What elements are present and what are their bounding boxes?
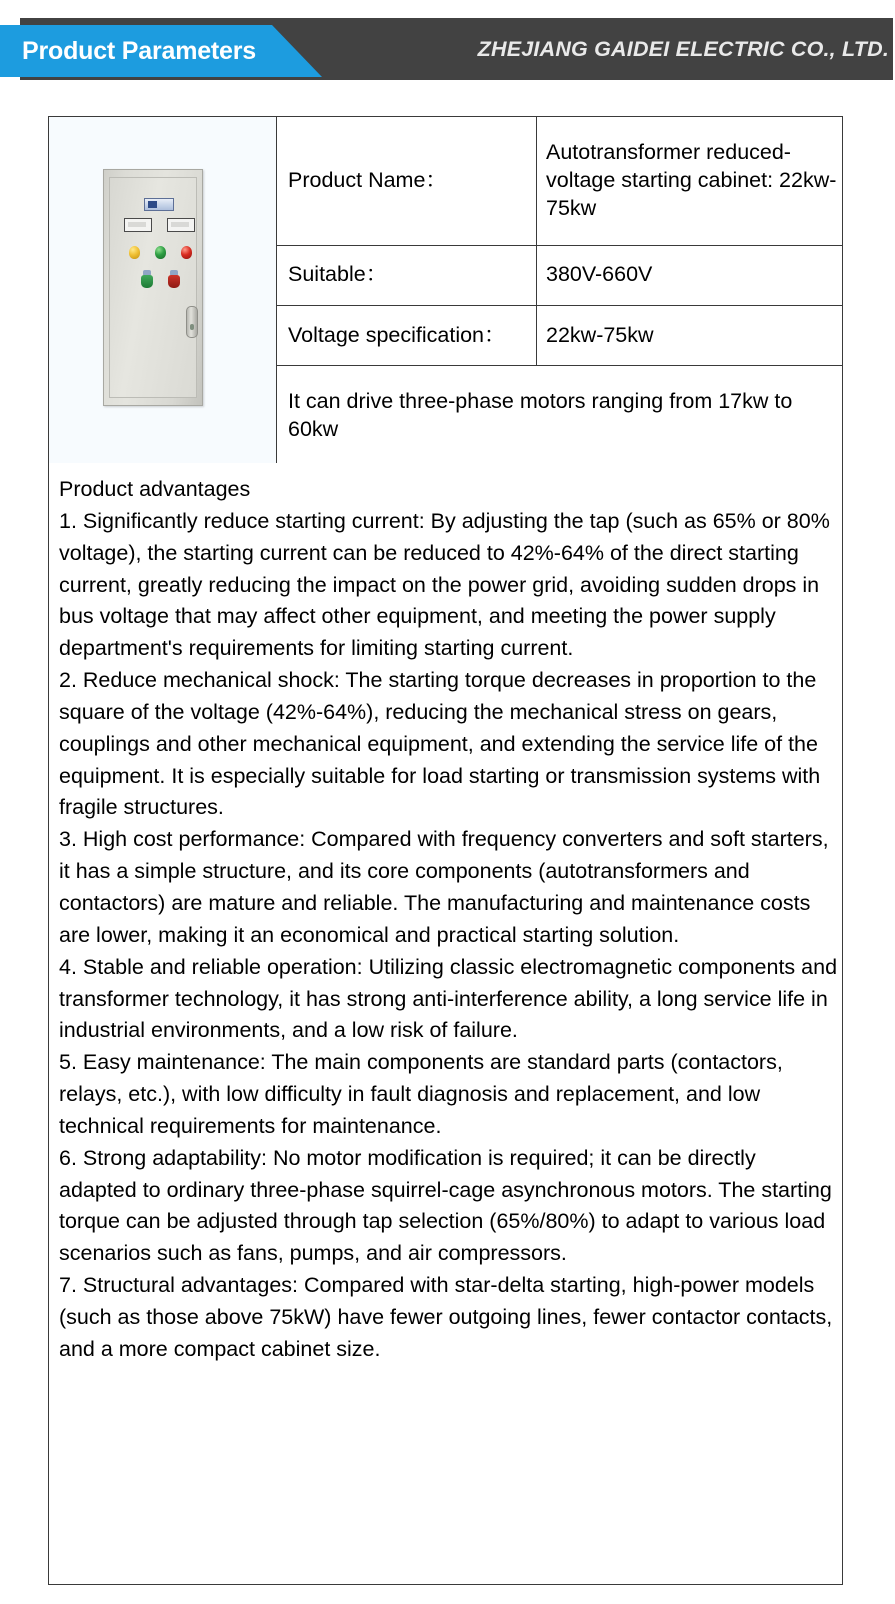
spec-value-suitable: 380V-660V xyxy=(537,245,843,305)
advantage-item-4: 4. Stable and reliable operation: Utilizing classic electromagnetic components and transformer technology, it has strong anti-interference ability, a long service life in industrial environments, and a low risk of failure. xyxy=(59,954,838,1043)
advantage-item-5: 5. Easy maintenance: The main components are standard parts (contactors, relays, etc.), with low difficulty in fault diagnosis and replacement, and low technical requirements for maintenance. xyxy=(59,1050,783,1138)
stop-button-icon xyxy=(168,270,180,288)
cabinet-door-handle-icon xyxy=(186,306,198,338)
advantage-item-6: 6. Strong adaptability: No motor modification is required; it can be directly adapted to ordinary three-phase squirrel-cage asynchronous motors. The starting torque can be adjusted through tap selection (65%/80%) to adapt to various load scenarios such as fans, pumps, and air compressors. xyxy=(59,1145,832,1266)
voltmeter-icon xyxy=(167,218,195,232)
spec-label-suitable: Suitable： xyxy=(277,245,537,305)
start-button-icon xyxy=(141,270,153,288)
cabinet-door xyxy=(109,177,197,398)
product-cabinet-illustration xyxy=(49,117,276,464)
advantages-heading: Product advantages xyxy=(59,477,251,501)
page-header xyxy=(0,0,895,96)
product-image-cell xyxy=(49,117,277,465)
spec-value-voltage-specification: 22kw-75kw xyxy=(537,306,843,366)
cabinet-body xyxy=(103,169,203,406)
start-button-cap xyxy=(141,275,153,288)
advantage-item-3: 3. High cost performance: Compared with frequency converters and soft starters, it has a simple structure, and its core components (autotransformers and contactors) are mature and reliable. The manufacturing and maintenance costs are lower, making it an economical and practical starting solution. xyxy=(59,827,829,947)
cabinet-nameplate-icon xyxy=(144,198,174,211)
advantage-item-2: 2. Reduce mechanical shock: The starting torque decreases in proportion to the square of the voltage (42%-64%), reducing the mechanical stress on gears, couplings and other mechanical equipment, and extending the service life of the equipment. It is especially suitable for load starting or transmission systems with fragile structures. xyxy=(59,668,821,820)
table-row xyxy=(49,117,843,246)
spec-label-voltage-specification: Voltage specification： xyxy=(277,306,537,366)
spec-value-product-name: Autotransformer reduced-voltage starting cabinet: 22kw-75kw xyxy=(537,117,843,246)
product-advantages-body xyxy=(49,463,842,1366)
advantage-item-1: 1. Significantly reduce starting current: By adjusting the tap (such as 65% or 80% voltage), the starting current can be reduced to 42%-64% of the direct starting current, greatly reducing the impact on the power grid, avoiding sudden drops in bus voltage that may affect other equipment, and meeting the power supply department's requirements for limiting starting current. xyxy=(59,508,830,661)
indicator-lamp-red-icon xyxy=(181,246,192,259)
specification-table xyxy=(48,116,843,465)
spec-label-product-name: Product Name： xyxy=(277,117,537,246)
ammeter-icon xyxy=(124,218,152,232)
indicator-lamp-yellow-icon xyxy=(129,246,140,259)
spec-note: It can drive three-phase motors ranging from 17kw to 60kw xyxy=(277,366,843,465)
company-name: ZHEJIANG GAIDEI ELECTRIC CO., LTD. xyxy=(477,37,889,61)
indicator-lamp-green-icon xyxy=(155,246,166,259)
section-title: Product Parameters xyxy=(22,37,256,65)
advantage-item-7: 7. Structural advantages: Compared with star-delta starting, high-power models (such as those above 75kW) have fewer outgoing lines, fewer contactor contacts, and a more compact cabinet size. xyxy=(59,1273,833,1361)
product-advantages-section xyxy=(48,463,843,1585)
stop-button-cap xyxy=(168,275,180,288)
